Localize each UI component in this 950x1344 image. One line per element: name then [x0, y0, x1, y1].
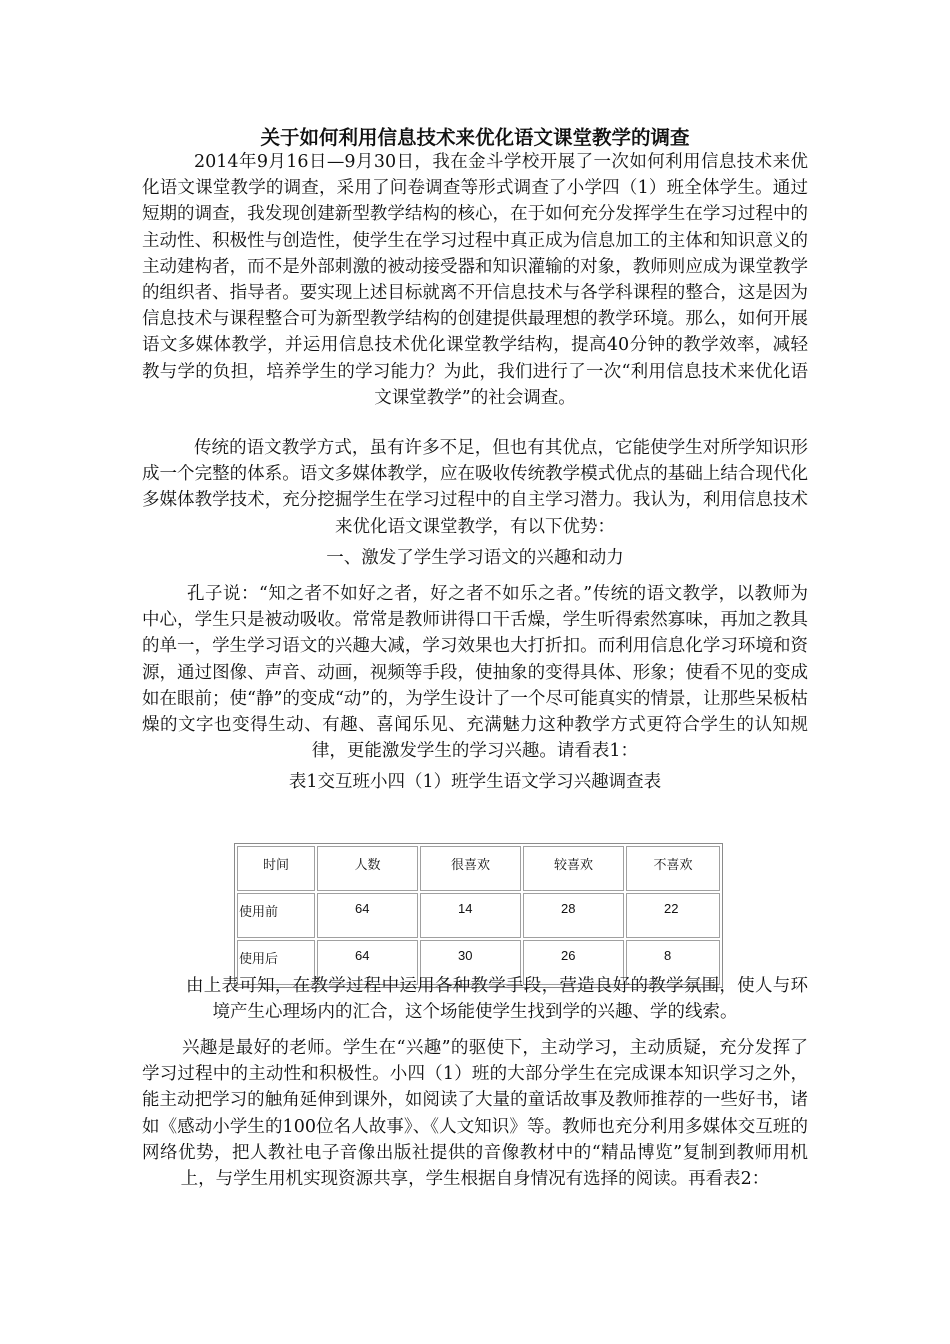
header-cell-dislike: 不喜欢: [626, 846, 720, 891]
paragraph-traditional: 传统的语文教学方式，虽有许多不足，但也有其优点，它能使学生对所学知识形成一个完整的体系。语文多媒体教学，应在吸收传统教学模式优点的基础上结合现代化多媒体教学技术，充分挖掘学生在学习过程中的自主学习潜力。我认为，利用信息技术来优化语文课堂教学，有以下优势：: [142, 438, 808, 537]
paragraph-intro: 2014年9月16日—9月30日，我在金斗学校开展了一次如何利用信息技术来优化语文课堂教学的调查，采用了问卷调查等形式调查了小学四（1）班全体学生。通过短期的调查，我发现创建新型教学结构的核心，在于如何充分发挥学生在学习过程中的主动性、积极性与创造性，使学生在学习过程中真正成为信息加工的主体和知识意义的主动建构者，而不是外部刺激的被动接受器和知识灌输的对象，教师则应成为课堂教学的组织者、指导者。要实现上述目标就离不开信息技术与各学科课程的整合，这是因为信息技术与课程整合可为新型教学结构的创建提供最理想的教学环境。那么，如何开展语文多媒体教学，并运用信息技术优化课堂教学结构，提高40分钟的教学效率，减轻教与学的负担，培养学生的学习能力？为此，我们进行了一次“利用信息技术来优化语文课堂教学”的社会调查。: [142, 152, 808, 408]
section-heading: 一、激发了学生学习语文的兴趣和动力: [326, 548, 624, 568]
header-cell-count: 人数: [317, 846, 418, 891]
table-header-row: [237, 846, 720, 891]
paragraph-table-conclusion: 由上表可知，在教学过程中运用各种教学手段，营造良好的教学氛围，使人与环境产生心理场内的汇合，这个场能使学生找到学的兴趣、学的线索。: [186, 976, 808, 1023]
table-cell: 14: [420, 893, 521, 938]
table-caption: 表1交互班小四（1）班学生语文学习兴趣调查表: [288, 772, 662, 792]
table-cell: 64: [317, 893, 418, 938]
paragraph-confucius: 孔子说：“知之者不如好之者，好之者不如乐之者。”传统的语文教学，以教师为中心，学生只是被动吸收。常常是教师讲得口干舌燥，学生听得索然寡味，再加之教具的单一，学生学习语文的兴趣大减，学习效果也大打折扣。而利用信息化学习环境和资源，通过图像、声音、动画，视频等手段，使抽象的变得具体、形象；使看不见的变成如在眼前；使“静”的变成“动”的，为学生设计了一个尽可能真实的情景，让那些呆板枯燥的文字也变得生动、有趣、喜闻乐见、充满魅力这种教学方式更符合学生的认知规律，更能激发学生的学习兴趣。请看表1：: [142, 584, 808, 762]
survey-table: [234, 843, 723, 988]
table-cell: 26: [523, 940, 624, 985]
header-cell-like-somewhat: 较喜欢: [523, 846, 624, 891]
row-label-after: 使用后: [237, 940, 315, 985]
table-cell: 30: [420, 940, 521, 985]
header-cell-like-very: 很喜欢: [420, 846, 521, 891]
table-cell: 28: [523, 893, 624, 938]
paragraph-interest: 兴趣是最好的老师。学生在“兴趣”的驱使下，主动学习，主动质疑，充分发挥了学习过程中的主动性和积极性。小四（1）班的大部分学生在完成课本知识学习之外，能主动把学习的触角延伸到课外，如阅读了大量的童话故事及教师推荐的一些好书，诸如《感动小学生的100位名人故事》、《人文知识》等。教师也充分利用多媒体交互班的网络优势，把人教社电子音像出版社提供的音像教材中的“精品博览”复制到教师用机上，与学生用机实现资源共享，学生根据自身情况有选择的阅读。再看表2：: [142, 1038, 808, 1190]
table-row: [237, 893, 720, 938]
row-label-before: 使用前: [237, 893, 315, 938]
table-cell: 22: [626, 893, 720, 938]
header-cell-time: 时间: [237, 846, 315, 891]
table-cell: 8: [626, 940, 720, 985]
table-cell: 64: [317, 940, 418, 985]
document-title: 关于如何利用信息技术来优化语文课堂教学的调查: [260, 126, 690, 149]
